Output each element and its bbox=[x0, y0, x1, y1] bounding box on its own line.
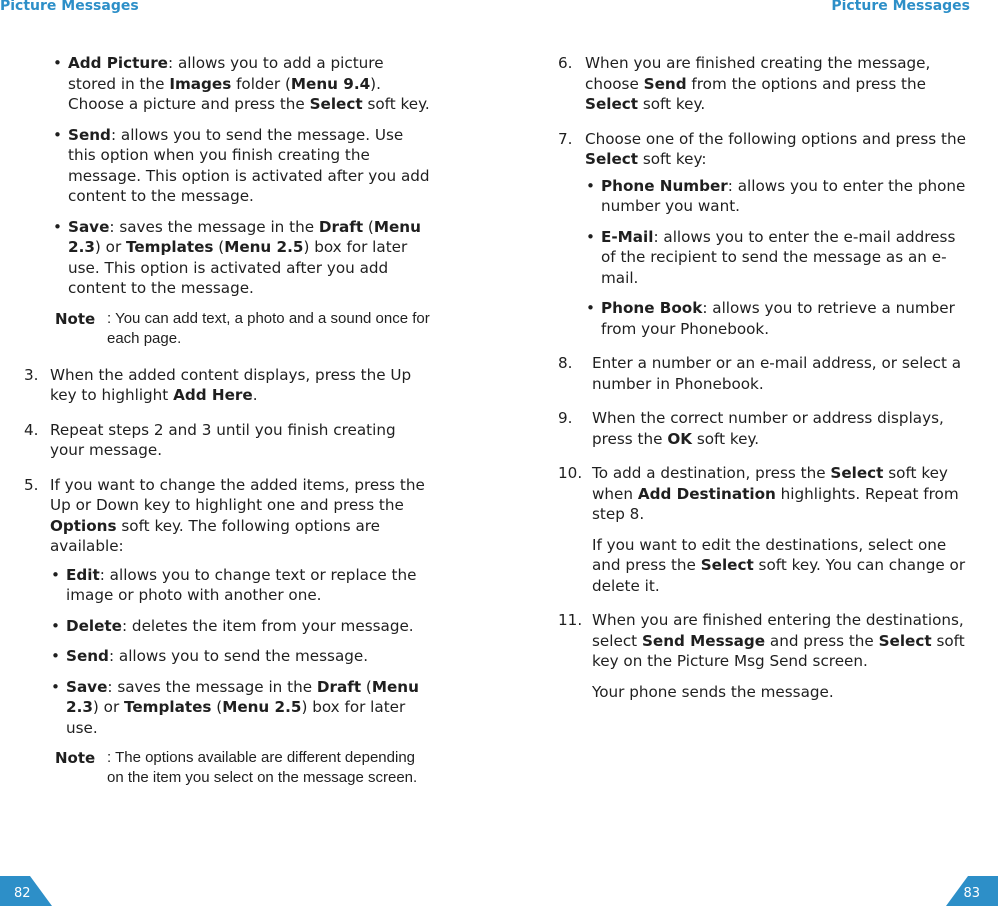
running-header-right: Picture Messages bbox=[831, 0, 970, 14]
option-send: • Send: allows you to send the message. Use this option when you finish creating the message. This option is activated after you add content to the message. bbox=[53, 125, 430, 205]
step-6: 6. When you are finished creating the message, choose Send from the options and press the Select soft key. bbox=[558, 54, 931, 113]
page-number-right: 83 bbox=[963, 886, 980, 901]
page-number-tab-left bbox=[0, 876, 52, 906]
option-phone-book: • Phone Book: allows you to retrieve a number from your Phonebook. bbox=[586, 299, 955, 338]
running-header-left: Picture Messages bbox=[0, 0, 139, 14]
step-4: 4. Repeat steps 2 and 3 until you finish creating your message. bbox=[24, 420, 396, 459]
right-page bbox=[558, 53, 970, 716]
option-send-2: • Send: allows you to send the message. bbox=[51, 647, 369, 665]
step-5: 5. If you want to change the added items, press the Up or Down key to highlight one and press the Options soft key. The following options are available: bbox=[24, 475, 425, 555]
step-10-paragraph: If you want to edit the destinations, select one and press the Select soft key. You can change or delete it. bbox=[592, 535, 966, 595]
page-number-left: 82 bbox=[14, 886, 31, 901]
note: Note : The options available are different depending on the item you select on the message screen. bbox=[55, 749, 418, 786]
step-8: 8. Enter a number or an e-mail address, or select a number in Phonebook. bbox=[558, 354, 962, 393]
option-delete: • Delete: deletes the item from your message. bbox=[51, 616, 414, 635]
step-10: 10. To add a destination, press the Select soft key when Add Destination highlights. Repeat from step 8. bbox=[558, 464, 959, 523]
option-save-2: • Save: saves the message in the Draft (Menu 2.3) or Templates (Menu 2.5) box for later use. bbox=[51, 677, 419, 737]
option-edit: • Edit: allows you to change text or replace the image or photo with another one. bbox=[51, 565, 417, 604]
step-11: 11. When you are finished entering the destinations, select Send Message and press the Select soft key on the Picture Msg Send screen. bbox=[558, 611, 965, 670]
step-3: 3. When the added content displays, press the Up key to highlight Add Here. bbox=[24, 365, 412, 404]
left-page bbox=[24, 53, 434, 804]
page-number-tab-right bbox=[946, 876, 998, 906]
option-phone-number: • Phone Number: allows you to enter the phone number you want. bbox=[586, 176, 966, 215]
option-save: • Save: saves the message in the Draft (Menu 2.3) or Templates (Menu 2.5) box for later use. This option is activated after you add content to the message. bbox=[53, 217, 421, 297]
note: Note : You can add text, a photo and a sound once for each page. bbox=[55, 309, 430, 347]
option-email: • E-Mail: allows you to enter the e-mail address of the recipient to send the message as an e-mail. bbox=[586, 227, 956, 287]
step-7: 7. Choose one of the following options and press the Select soft key: bbox=[558, 129, 966, 168]
step-9: 9. When the correct number or address displays, press the OK soft key. bbox=[558, 409, 944, 448]
option-add-picture: • Add Picture: allows you to add a picture stored in the Images folder (Menu 9.4). Choose a picture and press the Select soft key. bbox=[53, 54, 430, 113]
step-11-paragraph: Your phone sends the message. bbox=[592, 682, 834, 701]
